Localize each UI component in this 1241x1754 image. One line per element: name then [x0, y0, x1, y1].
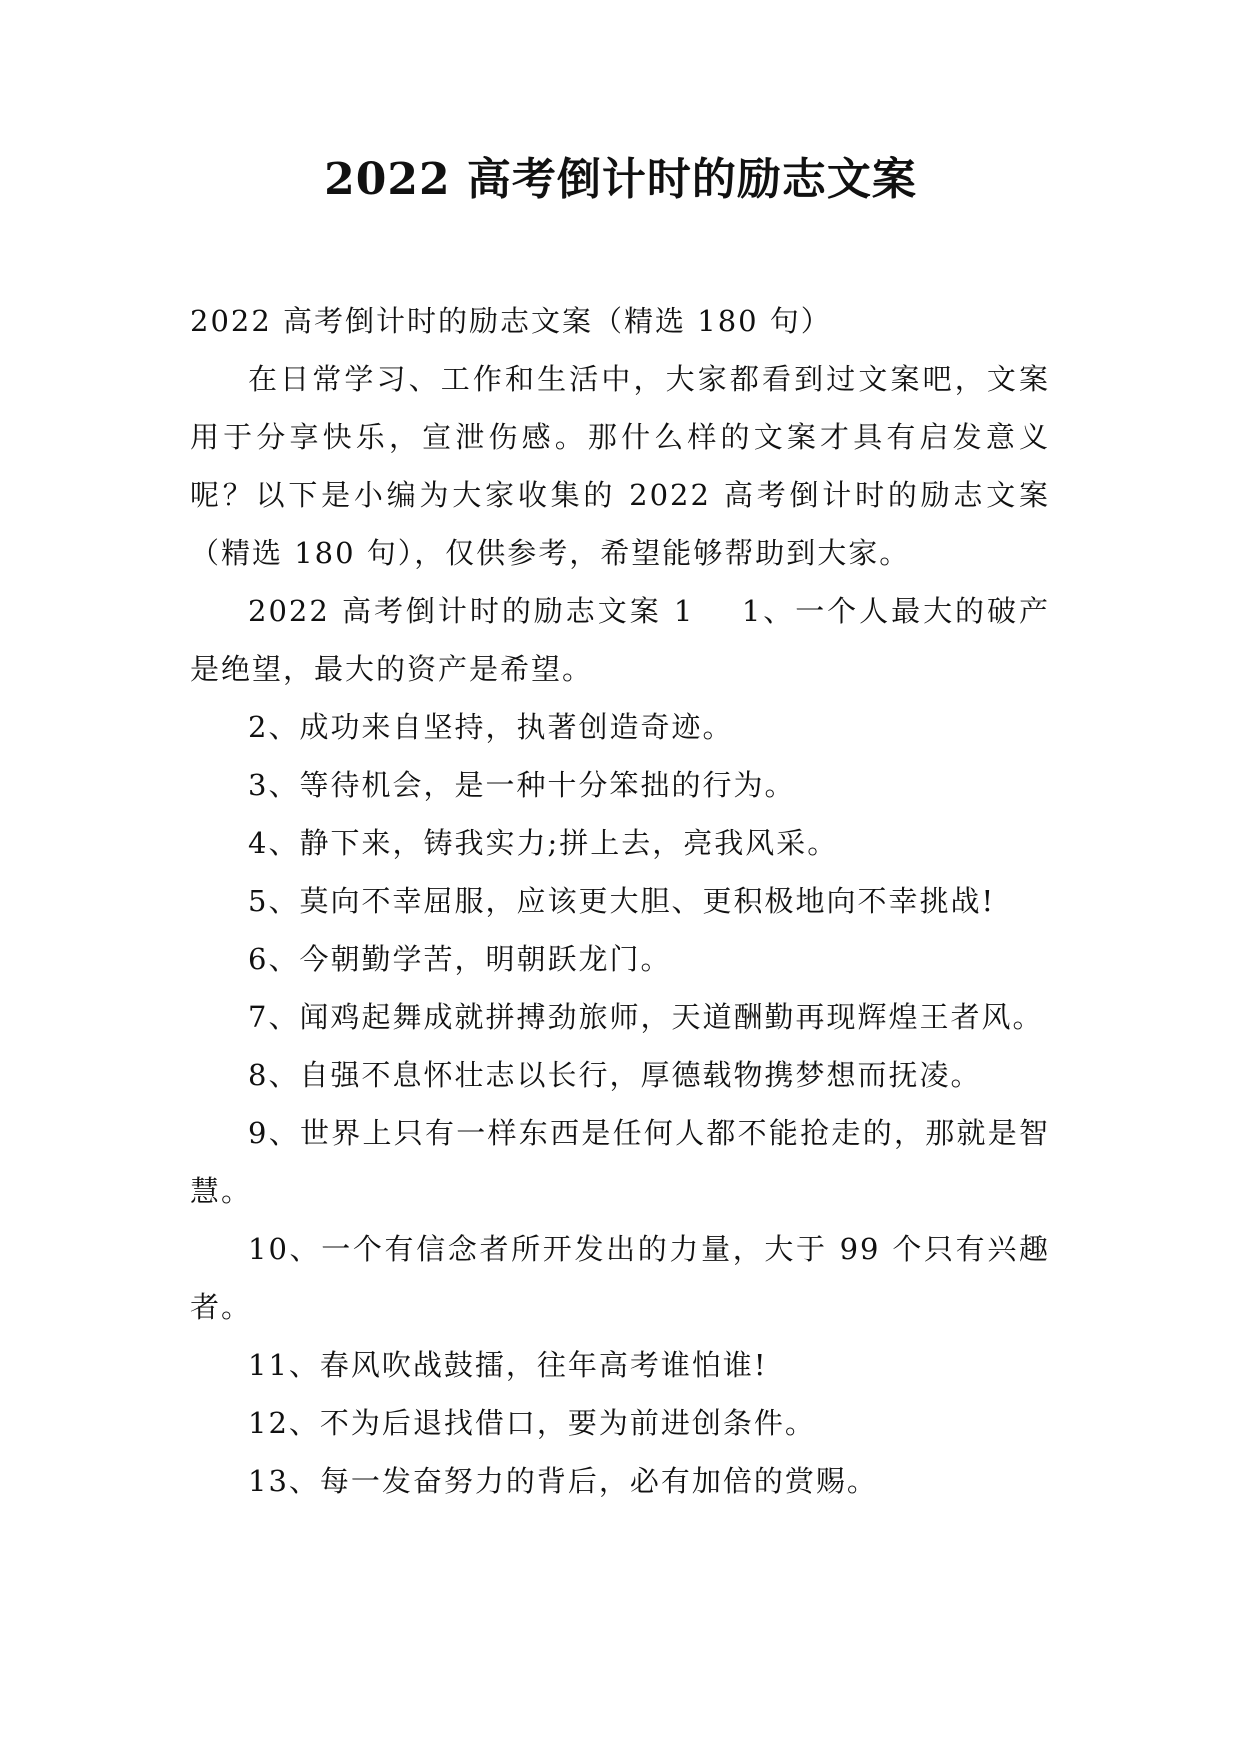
list-item: 8、自强不息怀壮志以长行，厚德载物携梦想而抚凌。: [248, 1058, 982, 1092]
list-item: 7、闻鸡起舞成就拼搏劲旅师，天道酬勤再现辉煌王者风。: [248, 1000, 1044, 1034]
document-body: [190, 292, 1050, 1510]
list-item: 11、春风吹战鼓擂，往年高考谁怕谁!: [248, 1348, 768, 1382]
list-item: 6、今朝勤学苦，明朝跃龙门。: [248, 942, 672, 976]
intro-paragraph: 在日常学习、工作和生活中，大家都看到过文案吧，文案用于分享快乐，宣泄伤感。那什么样的文案才具有启发意义呢？以下是小编为大家收集的 2022 高考倒计时的励志文案（精选 180 句），仅供参考，希望能够帮助到大家。: [190, 362, 1050, 570]
list-item: 12、不为后退找借口，要为前进创条件。: [248, 1406, 816, 1440]
list-item: 5、莫向不幸屈服，应该更大胆、更积极地向不幸挑战!: [248, 884, 996, 918]
list-item: 3、等待机会，是一种十分笨拙的行为。: [248, 768, 796, 802]
section-heading: 2022 高考倒计时的励志文案 1: [248, 594, 695, 628]
list-item: 4、静下来，铸我实力;拼上去，亮我风采。: [248, 826, 839, 860]
list-item: 9、世界上只有一样东西是任何人都不能抢走的，那就是智慧。: [190, 1116, 1050, 1208]
list-item: 2、成功来自坚持，执著创造奇迹。: [248, 710, 734, 744]
document-title: 2022 高考倒计时的励志文案: [324, 154, 917, 205]
document-subtitle: 2022 高考倒计时的励志文案（精选 180 句）: [190, 304, 832, 338]
list-item: 10、一个有信念者所开发出的力量，大于 99 个只有兴趣者。: [190, 1232, 1050, 1324]
list-item: 13、每一发奋努力的背后，必有加倍的赏赐。: [248, 1464, 878, 1498]
section-first-paragraph: [190, 582, 1050, 698]
list-item: 1、一个人最大的破产是绝望，最大的资产是希望。: [190, 594, 1050, 686]
